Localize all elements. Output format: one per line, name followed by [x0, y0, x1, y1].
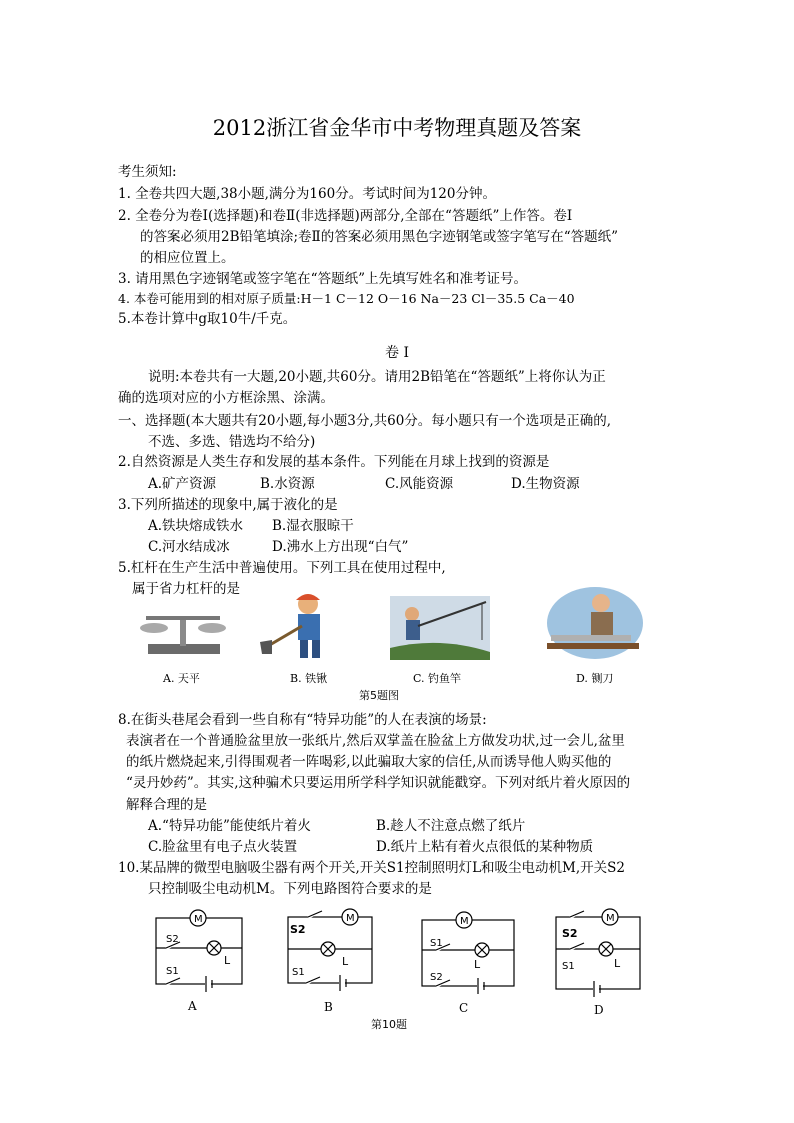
circuit-label: A	[188, 999, 197, 1013]
question-stem: 8.在街头巷尾会看到一些自称有“特异功能”的人在表演的场景:	[118, 712, 487, 728]
option: D.生物资源	[511, 476, 580, 492]
lamp-symbol: L	[614, 957, 621, 970]
image-label: D. 铡刀	[576, 672, 614, 685]
notice-line: 1. 全卷共四大题,38小题,满分为160分。考试时间为120分钟。	[118, 186, 496, 202]
option: A.矿产资源	[148, 476, 217, 492]
image-label: B. 铁锹	[290, 672, 328, 685]
image-label: C. 钓鱼竿	[413, 672, 462, 685]
volume-heading: 卷 Ⅰ	[385, 345, 409, 361]
shovel-illustration	[258, 590, 348, 662]
motor-symbol: M	[346, 913, 355, 924]
option: D.纸片上粘有着火点很低的某种物质	[376, 839, 594, 855]
figure-caption: 第5题图	[359, 689, 399, 702]
switch-label: S2	[290, 923, 306, 936]
switch-label: S1	[430, 938, 443, 949]
option: C.风能资源	[385, 476, 454, 492]
option: A.“特异功能”能使纸片着火	[148, 818, 311, 834]
switch-label: S2	[166, 934, 179, 945]
lamp-symbol: L	[224, 954, 231, 967]
volume-desc: 确的选项对应的小方框涂黑、涂满。	[118, 390, 334, 406]
switch-label: S2	[430, 972, 443, 983]
switch-label: S1	[292, 967, 305, 978]
question-stem: 只控制吸尘电动机M。下列电路图符合要求的是	[148, 881, 432, 897]
motor-symbol: M	[606, 913, 615, 924]
option: B.水资源	[260, 476, 315, 492]
switch-label: S1	[166, 966, 179, 977]
chopper-illustration	[545, 585, 645, 661]
notice-line: 2. 全卷分为卷Ⅰ(选择题)和卷Ⅱ(非选择题)两部分,全部在“答题纸”上作答。卷Ⅰ	[118, 208, 573, 224]
question-body: 的纸片燃烧起来,引得围观者一阵喝彩,以此骗取大家的信任,从而诱导他人购买他的	[126, 754, 612, 770]
notice-line: 的答案必须用2B铅笔填涂;卷Ⅱ的答案必须用黑色字迹钢笔或签字笔写在“答题纸”	[140, 229, 619, 245]
notice-line: 5.本卷计算中g取10牛/千克。	[118, 311, 297, 327]
question-body: 表演者在一个普通脸盆里放一张纸片,然后双掌盖在脸盆上方做发功状,过一会儿,盆里	[126, 733, 625, 749]
image-label: A. 天平	[163, 672, 200, 685]
circuit-diagram-a	[148, 908, 248, 992]
volume-desc: 说明:本卷共有一大题,20小题,共60分。请用2B铅笔在“答题纸”上将你认为正	[148, 369, 606, 385]
option: B.趁人不注意点燃了纸片	[376, 818, 526, 834]
motor-symbol: M	[460, 916, 469, 927]
circuit-diagram-b	[280, 905, 380, 993]
notice-line: 4. 本卷可能用到的相对原子质量:H－1 C－12 O－16 Na－23 Cl－35.5 Ca－40	[118, 291, 575, 306]
switch-label: S1	[562, 961, 575, 972]
option: D.沸水上方出现“白气”	[272, 539, 409, 555]
switch-label: S2	[562, 927, 578, 940]
option: C.河水结成冰	[148, 539, 230, 555]
question-stem: 10.某品牌的微型电脑吸尘器有两个开关,开关S1控制照明灯L和吸尘电动机M,开关S2	[118, 860, 626, 876]
section-heading: 一、选择题(本大题共有20小题,每小题3分,共60分。每小题只有一个选项是正确的,	[118, 413, 612, 429]
motor-symbol: M	[194, 914, 203, 925]
option: A.铁块熔成铁水	[148, 518, 244, 534]
question-stem: 5.杠杆在生产生活中普遍使用。下列工具在使用过程中,	[118, 560, 446, 576]
circuit-label: D	[594, 1003, 604, 1017]
question-body: 解释合理的是	[126, 797, 207, 813]
circuit-label: B	[324, 1000, 333, 1014]
section-heading: 不选、多选、错选均不给分)	[148, 434, 316, 450]
figure-caption: 第10题	[371, 1018, 407, 1031]
circuit-label: C	[459, 1001, 469, 1015]
option: B.湿衣服晾干	[272, 518, 354, 534]
circuit-diagram-d	[548, 905, 648, 997]
question-stem: 3.下列所描述的现象中,属于液化的是	[118, 497, 338, 513]
fishing-rod-illustration	[390, 596, 490, 660]
circuit-diagram-c	[414, 906, 518, 994]
page-title: 2012浙江省金华市中考物理真题及答案	[212, 116, 582, 140]
lamp-symbol: L	[474, 958, 481, 971]
notice-heading: 考生须知:	[118, 164, 177, 180]
lamp-symbol: L	[342, 955, 349, 968]
question-stem: 属于省力杠杆的是	[132, 581, 240, 597]
balance-illustration	[138, 600, 228, 660]
notice-line: 的相应位置上。	[140, 250, 235, 266]
option: C.脸盆里有电子点火装置	[148, 839, 298, 855]
question-body: “灵丹妙药”。其实,这种骗术只要运用所学科学知识就能戳穿。下列对纸片着火原因的	[126, 775, 631, 791]
notice-line: 3. 请用黑色字迹钢笔或签字笔在“答题纸”上先填写姓名和准考证号。	[118, 271, 527, 287]
question-stem: 2.自然资源是人类生存和发展的基本条件。下列能在月球上找到的资源是	[118, 454, 550, 470]
